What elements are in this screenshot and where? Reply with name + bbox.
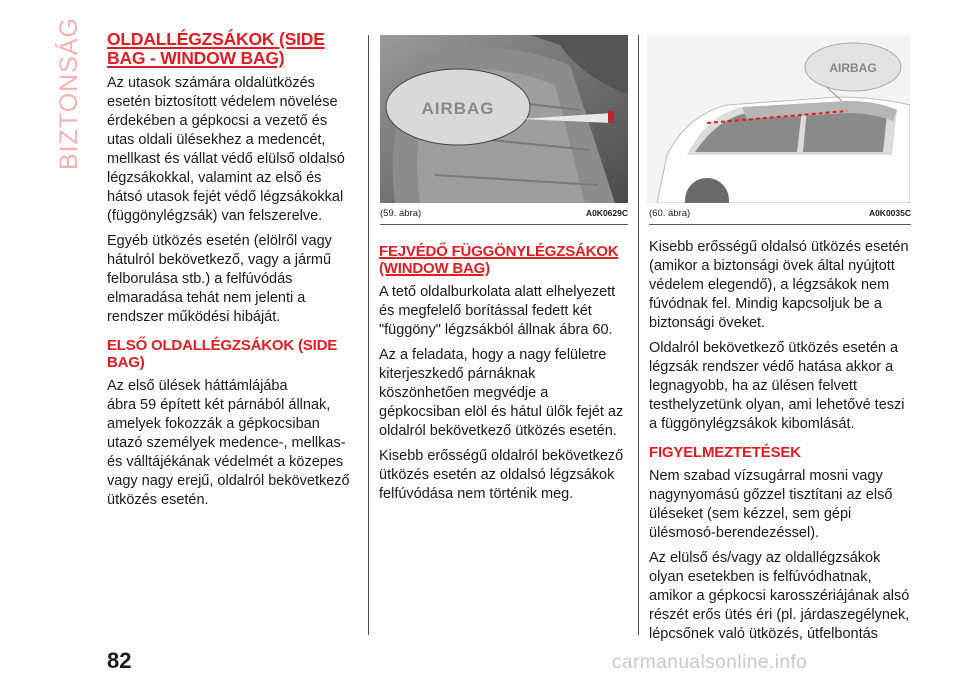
column-divider — [638, 35, 639, 635]
column-right — [649, 238, 911, 650]
page-number: 82 — [107, 648, 132, 673]
section-tab — [52, 16, 86, 170]
figure-caption: (59. ábra) — [380, 208, 422, 219]
airbag-label: AIRBAG — [829, 61, 877, 75]
section-tab-label: BIZTONSÁG — [54, 16, 83, 170]
paragraph: Az a feladata, hogy a nagy felületre kiterjeszkedő párnáknak köszönhetően megvédje a gépkocsiban elöl és hátul ülők fejét az oldalról bekövetkező ütközés esetén. — [379, 347, 624, 439]
seat-illustration — [380, 35, 628, 203]
car-illustration — [647, 35, 910, 203]
column-divider — [368, 35, 369, 635]
figure-code: A0K0035C — [868, 208, 911, 218]
caption-rule — [649, 224, 911, 225]
airbag-label: AIRBAG — [421, 99, 495, 118]
section-heading: OLDALLÉGZSÁKOK (SIDE BAG - WINDOW BAG) — [107, 29, 325, 68]
paragraph: Az utasok számára oldalütközés esetén biztosított védelem növelése érdekében a gépkocsi a vezető és utas oldali ülésekhez a medencét, mellkast és vállat védő elülső oldalsó légzsákokkal, valamint az első és hátsó utasok fejét védő légzsákokkal (függönylégzsák) van felszerelve. — [107, 75, 345, 224]
watermark: carmanualsonline.info — [612, 652, 808, 673]
paragraph: Egyéb ütközés esetén (elölről vagy hátulról bekövetkező, vagy a jármű felborulása stb.) a felfúvódás elmaradása tehát nem jelenti a rendszer működési hibáját. — [107, 233, 332, 325]
paragraph — [107, 377, 355, 510]
figure-code: A0K0629C — [585, 208, 628, 218]
column-middle — [379, 243, 629, 510]
figure-59-caption — [380, 208, 628, 219]
warnings-heading: FIGYELMEZTETÉSEK — [649, 444, 801, 461]
paragraph-line: ábra 59 épített két párnából állnak, amelyek fokozzák a gépkocsiban utazó személyek medence-, mellkas- és válltájékának védelmét a közepes vagy nagy erejű, oldalról bekövetkező ütközés esetén. — [107, 397, 350, 508]
figure-60-caption — [649, 208, 911, 219]
caption-rule — [380, 224, 628, 225]
paragraph: A tető oldalburkolata alatt elhelyezett és megfelelő borítással fedett két "függöny" légzsákból állnak ábra 60. — [379, 284, 616, 338]
figure-59-seat-airbag — [380, 35, 628, 203]
figure-caption: (60. ábra) — [649, 208, 691, 219]
paragraph: Az elülső és/vagy az oldallégzsákok olyan esetekben is felfúvódhatnak, amikor a gépkocsi karosszériájának alsó részét erős ütés éri (pl. járdaszegélynek, lépcsőnek való ütközés, útfelbontás — [649, 550, 910, 642]
paragraph: Nem szabad vízsugárral mosni vagy nagynyomású gőzzel tisztítani az első üléseket (sem kézzel, sem gépi ülésmosó-berendezéssel). — [649, 468, 893, 541]
paragraph-line: Az első ülések háttámlájába — [107, 378, 288, 394]
section-heading-window-bag: FEJVÉDŐ FÜGGÖNYLÉGZSÁKOK (WINDOW BAG) — [379, 243, 619, 277]
paragraph: Kisebb erősségű oldalról bekövetkező ütközés esetén az oldalsó légzsákok felfúvódása nem történik meg. — [379, 448, 624, 502]
figure-60-car-window-bag — [647, 35, 910, 203]
column-left — [107, 30, 355, 516]
paragraph: Oldalról bekövetkező ütközés esetén a légzsák rendszer védő hatása akkor a legnagyobb, ha az ülésen felvett testhelyzetünk olyan, ami lehetővé teszi a függönylégzsákok kibomlását. — [649, 340, 905, 432]
paragraph: Kisebb erősségű oldalsó ütközés esetén (amikor a biztonsági övek által nyújtott védelem elegendő), a légzsákok nem fúvódnak fel. Mindig kapcsoljuk be a biztonsági öveket. — [649, 239, 909, 331]
sub-heading-side-bag: ELSŐ OLDALLÉGZSÁKOK (SIDE BAG) — [107, 337, 338, 371]
